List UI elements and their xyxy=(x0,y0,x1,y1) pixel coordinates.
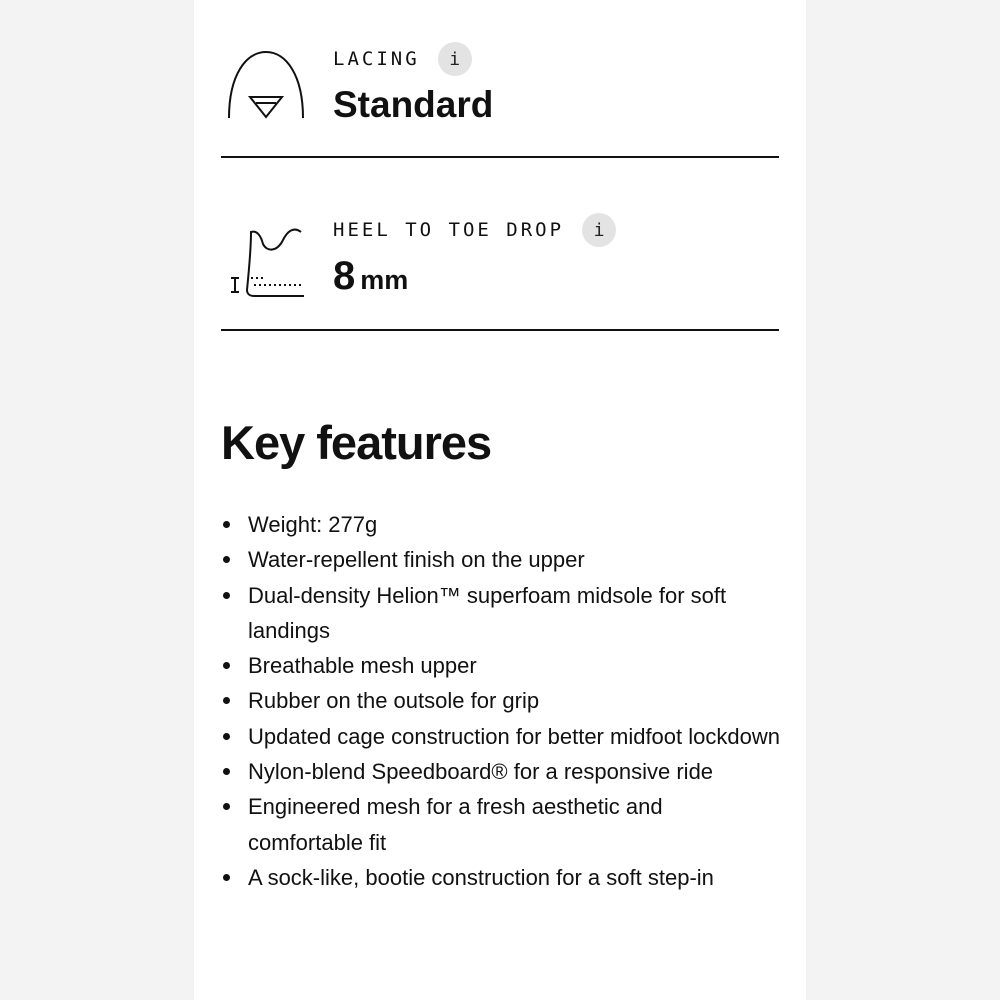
lacing-label-group xyxy=(333,42,472,76)
lacing-icon xyxy=(221,45,311,125)
key-features-title: Key features xyxy=(221,416,492,469)
list-item: A sock-like, bootie construction for a soft step-in xyxy=(221,860,781,895)
heel-drop-number: 8 xyxy=(333,254,356,298)
lacing-info-button[interactable]: i xyxy=(438,42,472,76)
key-features-list xyxy=(221,507,781,895)
spec-label: LACING xyxy=(333,48,420,70)
spec-label: HEEL TO TOE DROP xyxy=(333,219,565,241)
heel-drop-info-button[interactable]: i xyxy=(582,213,616,247)
divider xyxy=(221,329,779,331)
spec-row-heel-to-toe-drop xyxy=(221,160,779,332)
spec-row-lacing xyxy=(221,0,779,160)
heel-drop-unit: mm xyxy=(360,265,409,295)
heel-drop-label-group xyxy=(333,213,616,247)
list-item: Nylon-blend Speedboard® for a responsive ride xyxy=(221,754,781,789)
list-item: Updated cage construction for better midfoot lockdown xyxy=(221,719,781,754)
list-item: Dual-density Helion™ superfoam midsole for soft landings xyxy=(221,578,781,649)
lacing-value: Standard xyxy=(333,84,494,125)
list-item: Water-repellent finish on the upper xyxy=(221,542,781,577)
heel-drop-value xyxy=(333,254,408,299)
list-item: Rubber on the outsole for grip xyxy=(221,683,781,718)
heel-drop-icon xyxy=(221,222,311,302)
list-item: Breathable mesh upper xyxy=(221,648,781,683)
list-item: Engineered mesh for a fresh aesthetic and comfortable fit xyxy=(221,789,781,860)
divider xyxy=(221,156,779,158)
list-item: Weight: 277g xyxy=(221,507,781,542)
